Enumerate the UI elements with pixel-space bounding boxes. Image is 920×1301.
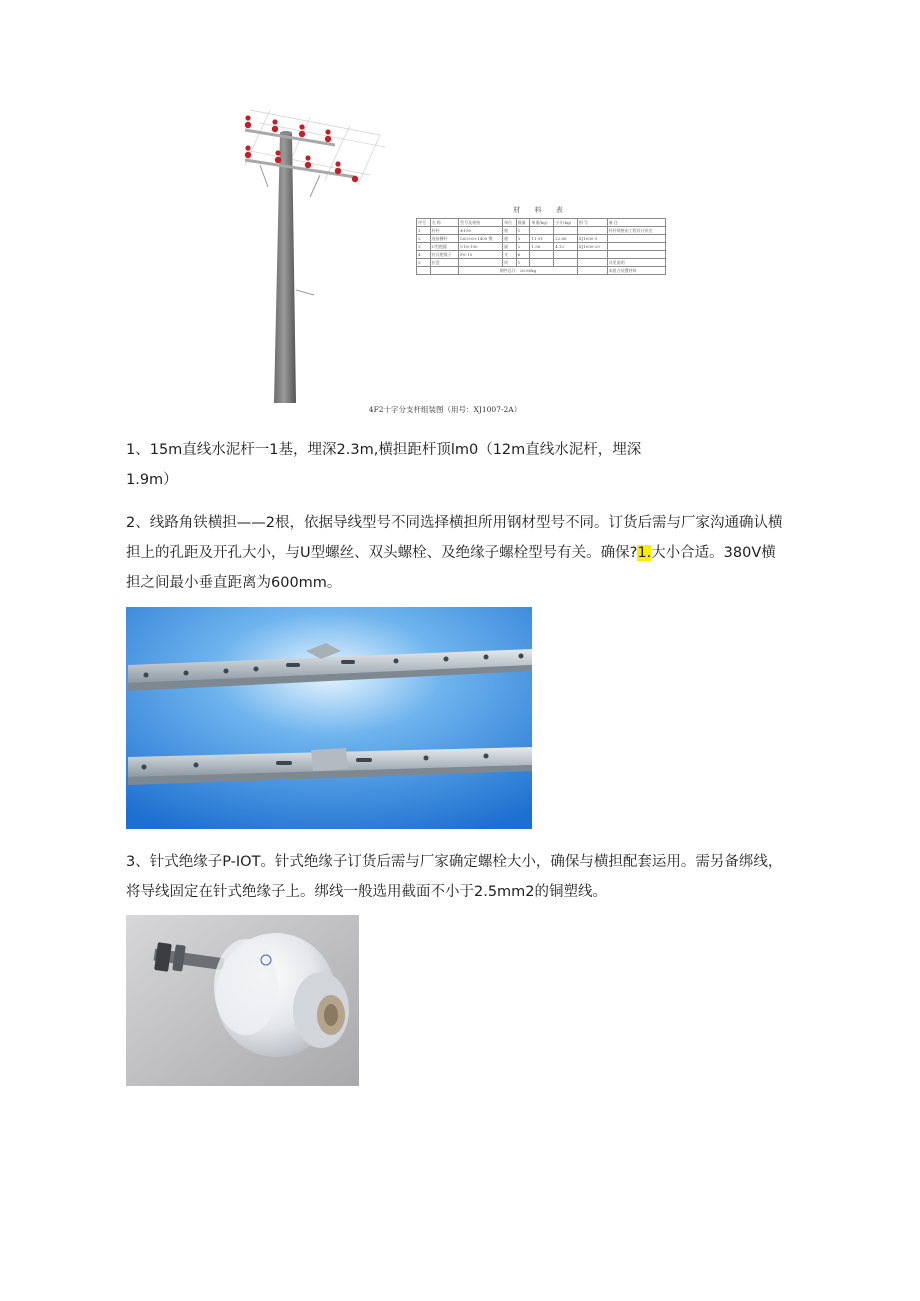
table-row	[417, 259, 666, 267]
table-cell: 单位	[503, 219, 517, 227]
table-cell	[554, 259, 578, 267]
table-cell: 备 注	[607, 219, 665, 227]
table-cell: U型抱箍	[430, 243, 459, 251]
table-cell: 根	[503, 227, 517, 235]
table-cell: 图 号	[577, 219, 607, 227]
table-cell: 6	[516, 251, 530, 259]
table-cell: 型号及规格	[459, 219, 503, 227]
table-cell: 杆杆	[430, 227, 459, 235]
table-cell	[459, 259, 503, 267]
table-cell: 1.56	[530, 243, 554, 251]
table-cell: 详见说明	[607, 259, 665, 267]
paragraph-2	[126, 508, 786, 598]
table-cell	[607, 243, 665, 251]
table-cell: 拉盘	[430, 259, 459, 267]
table-cell	[577, 259, 607, 267]
table-cell	[430, 267, 459, 275]
pole-assembly-drawing	[240, 105, 390, 405]
table-cell: 针式绝缘子	[430, 251, 459, 259]
table-cell	[607, 251, 665, 259]
table-cell: 小计(kg)	[554, 219, 578, 227]
table-row	[417, 243, 666, 251]
table-cell: 块	[503, 259, 517, 267]
table-cell	[577, 251, 607, 259]
table-row	[417, 227, 666, 235]
table-cell: 数量	[516, 219, 530, 227]
table-cell: 根	[503, 235, 517, 243]
table-cell: 连接横杆	[430, 235, 459, 243]
paragraph-2-text-end: 大小合适。380V横担之间最小垂直距离为600mm。	[126, 545, 776, 591]
table-cell	[607, 235, 665, 243]
figure-caption: 4F2十字分支杆组装图（用号：XJ1007-2A）	[368, 405, 522, 414]
crossarm-photo	[126, 607, 532, 829]
table-cell	[554, 251, 578, 259]
table-cell	[530, 251, 554, 259]
table-cell: XJ1000-3	[577, 235, 607, 243]
table-cell	[417, 267, 431, 275]
table-cell: 支	[503, 251, 517, 259]
table-cell	[577, 267, 607, 275]
table-cell	[530, 259, 554, 267]
material-table-title: 材 料 表	[513, 206, 569, 214]
table-cell: 4.12	[554, 243, 578, 251]
table-cell: 1	[516, 227, 530, 235]
table-cell	[530, 227, 554, 235]
table-cell: 2	[516, 243, 530, 251]
table-cell: 3	[516, 235, 530, 243]
table-cell: 本组合装置材料	[607, 267, 665, 275]
paragraph-1: 1、15m直线水泥杆一1基，埋深2.3m,横担距杆顶lm0（12m直线水泥杆，埋深1.9m）	[126, 442, 642, 488]
table-cell: 名 称	[430, 219, 459, 227]
table-cell: 11.91	[530, 235, 554, 243]
pin-insulator-photo	[126, 915, 359, 1086]
table-cell: 3	[417, 243, 431, 251]
table-cell: 杆杆规格由工程设计决定	[607, 227, 665, 235]
table-cell: 单重(kg)	[530, 219, 554, 227]
paragraph-2-text: 2、线路角铁横担——2根，依据导线型号不同选择横担所用钢材型号不同。订货后需与厂家沟通确认横担上的孔距及开孔大小，与U型螺丝、双头螺栓、及绝缘子螺栓型号有关。确保?	[126, 515, 783, 561]
table-cell: L63×6×1400 镀	[459, 235, 503, 243]
table-cell: 2	[417, 235, 431, 243]
table-cell: 5	[417, 259, 431, 267]
table-cell: XJ1000-29	[577, 243, 607, 251]
table-cell: 1	[417, 227, 431, 235]
table-cell: 序号	[417, 219, 431, 227]
table-row	[417, 267, 666, 275]
table-cell: U16-190	[459, 243, 503, 251]
material-table	[416, 205, 666, 275]
table-row	[417, 235, 666, 243]
highlighted-text: 1.	[637, 545, 652, 561]
table-row	[417, 251, 666, 259]
table-cell: 4	[417, 251, 431, 259]
paragraph-3: 3、针式绝缘子P-IOT。针式绝缘子订货后需与厂家确定螺栓大小，确保与横担配套运用。需另备绑线，将导线固定在针式绝缘子上。绑线一般选用截面不小于2.5mm2的铜塑线。	[126, 854, 783, 900]
table-cell: 1	[516, 259, 530, 267]
table-cell: 22.68	[554, 235, 578, 243]
table-cell	[554, 227, 578, 235]
table-row	[417, 219, 666, 227]
table-cell: PS-15	[459, 251, 503, 259]
table-cell: 副	[503, 243, 517, 251]
table-cell: Φ190	[459, 227, 503, 235]
material-table-grid	[416, 218, 666, 275]
table-cell	[577, 227, 607, 235]
table-cell: 钢件总计：26.80kg	[459, 267, 578, 275]
